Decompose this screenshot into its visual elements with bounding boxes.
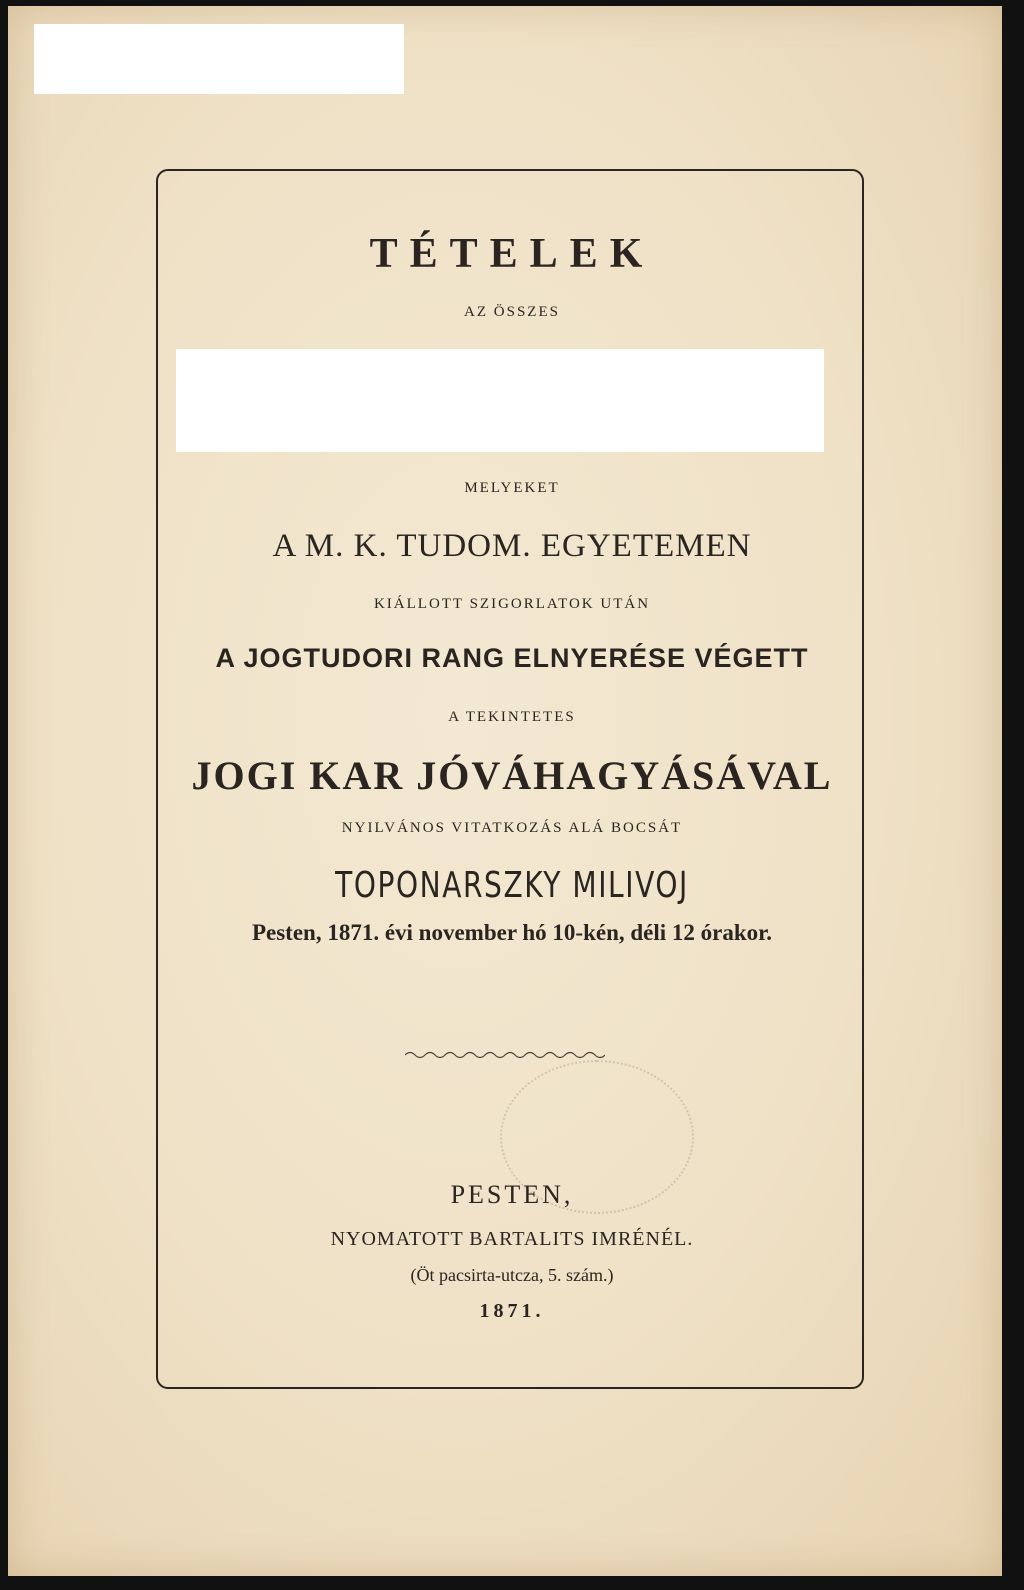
document-title: TÉTELEK [369, 231, 655, 277]
address-line: (Öt pacsirta-utcza, 5. szám.) [410, 1265, 614, 1285]
after-exams-line: KIÁLLOTT SZIGORLATOK UTÁN [373, 596, 651, 612]
redaction-box-top [34, 24, 404, 94]
date-line: Pesten, 1871. évi november hó 10-kén, déli 12 órakor. [251, 920, 773, 945]
honorable-line: A TEKINTETES [448, 709, 576, 725]
place-line: PESTEN, [450, 1180, 574, 1209]
wavy-ornament-rule [405, 1048, 605, 1062]
subtitle-line: AZ ÖSSZES [464, 304, 560, 320]
year-line: 1871. [479, 1300, 545, 1322]
faculty-line: JOGI KAR JÓVÁHAGYÁSÁVAL [191, 753, 833, 798]
university-line: A M. K. TUDOM. EGYETEMEN [272, 528, 752, 564]
which-line: MELYEKET [464, 480, 560, 496]
public-debate-line: NYILVÁNOS VITATKOZÁS ALÁ BOCSÁT [341, 820, 683, 836]
printer-line: NYOMATOTT BARTALITS IMRÉNÉL. [330, 1228, 694, 1250]
rank-line: A JOGTUDORI RANG ELNYERÉSE VÉGETT [215, 643, 809, 673]
author-name: TOPONARSZKY MILIVOJ [335, 865, 689, 906]
redaction-box-middle [176, 349, 824, 452]
